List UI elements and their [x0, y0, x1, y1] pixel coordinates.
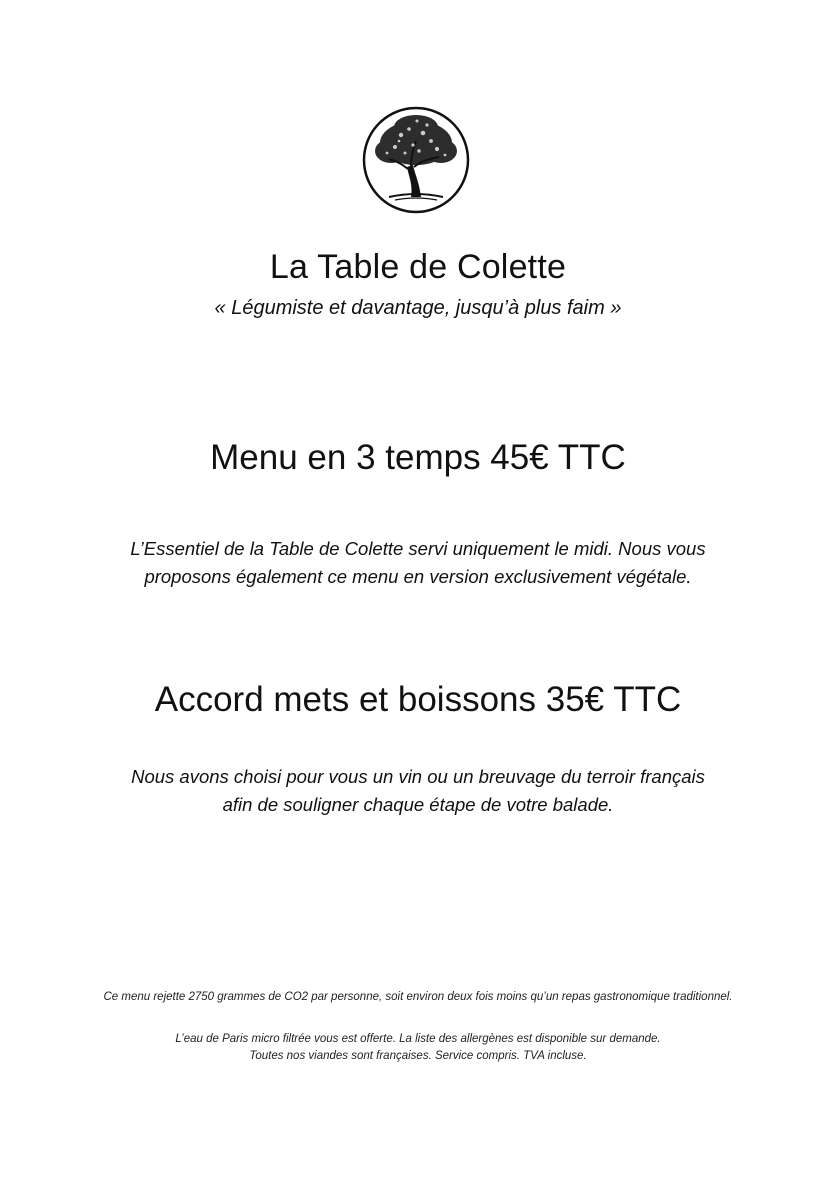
restaurant-name: La Table de Colette [269, 248, 567, 286]
menu-description-line: L’Essentiel de la Table de Colette servi uniquement le midi. Nous vous [130, 538, 706, 559]
restaurant-tagline: « Légumiste et davantage, jusqu’à plus faim » [214, 297, 622, 319]
menu-title: Menu en 3 temps 45€ TTC [210, 438, 626, 477]
pairing-title: Accord mets et boissons 35€ TTC [154, 680, 682, 719]
service-info-line: Toutes nos viandes sont françaises. Service compris. TVA incluse. [249, 1050, 587, 1062]
pairing-description-line: Nous avons choisi pour vous un vin ou un breuvage du terroir français [131, 766, 705, 787]
menu-description [0, 535, 836, 591]
menu-description-line: proposons également ce menu en version exclusivement végétale. [144, 566, 692, 587]
service-info-line: L’eau de Paris micro filtrée vous est offerte. La liste des allergènes est disponible sur demande. [175, 1033, 661, 1045]
carbon-note: Ce menu rejette 2750 grammes de CO2 par personne, soit environ deux fois moins qu’un repas gastronomique traditionnel. [103, 991, 733, 1003]
tree-logo-icon [361, 105, 471, 215]
pairing-description [0, 763, 836, 819]
pairing-description-line: afin de souligner chaque étape de votre balade. [222, 794, 614, 815]
service-info [0, 1031, 836, 1065]
